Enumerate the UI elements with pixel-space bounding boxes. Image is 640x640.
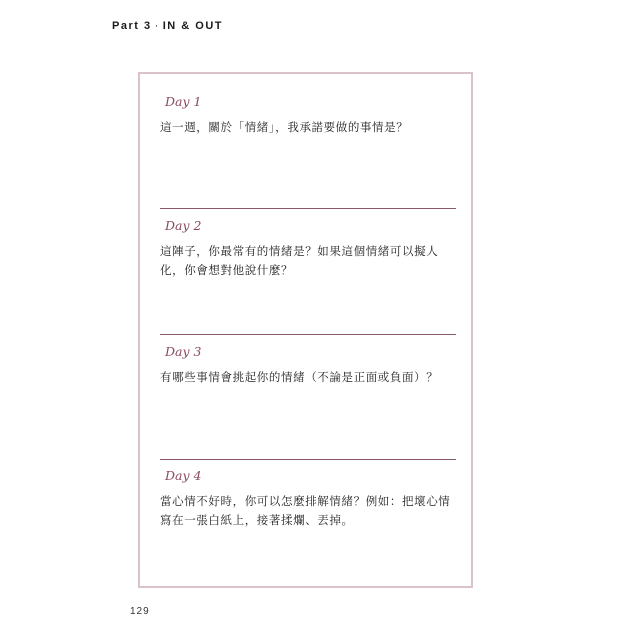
day-label: Day 2: [165, 218, 202, 233]
entry-day-4: [160, 468, 456, 530]
journal-frame: [138, 72, 473, 588]
header-separator: ·: [154, 20, 160, 32]
prompt-text: 這陣子，你最常有的情緒是？如果這個情緒可以擬人化，你會想對他說什麼？: [160, 244, 439, 277]
writing-line: [160, 334, 456, 335]
entry-day-3: [160, 344, 456, 387]
part-title: IN & OUT: [162, 20, 224, 32]
day-label: Day 3: [165, 344, 202, 359]
entry-day-2: [160, 218, 456, 280]
writing-line: [160, 208, 456, 209]
writing-line: [160, 459, 456, 460]
running-head: [112, 20, 223, 32]
day-label: Day 1: [165, 94, 202, 109]
page-number: 129: [130, 606, 150, 617]
part-label: Part 3: [112, 20, 152, 32]
entry-day-1: [160, 94, 456, 137]
day-label: Day 4: [165, 468, 202, 483]
prompt-text: 有哪些事情會挑起你的情緒（不論是正面或負面）？: [160, 370, 439, 384]
prompt-text: 當心情不好時，你可以怎麼排解情緒？例如：把壞心情寫在一張白紙上，接著揉爛、丟掉。: [160, 494, 451, 527]
prompt-text: 這一週，關於「情緒」，我承諾要做的事情是？: [160, 120, 409, 134]
